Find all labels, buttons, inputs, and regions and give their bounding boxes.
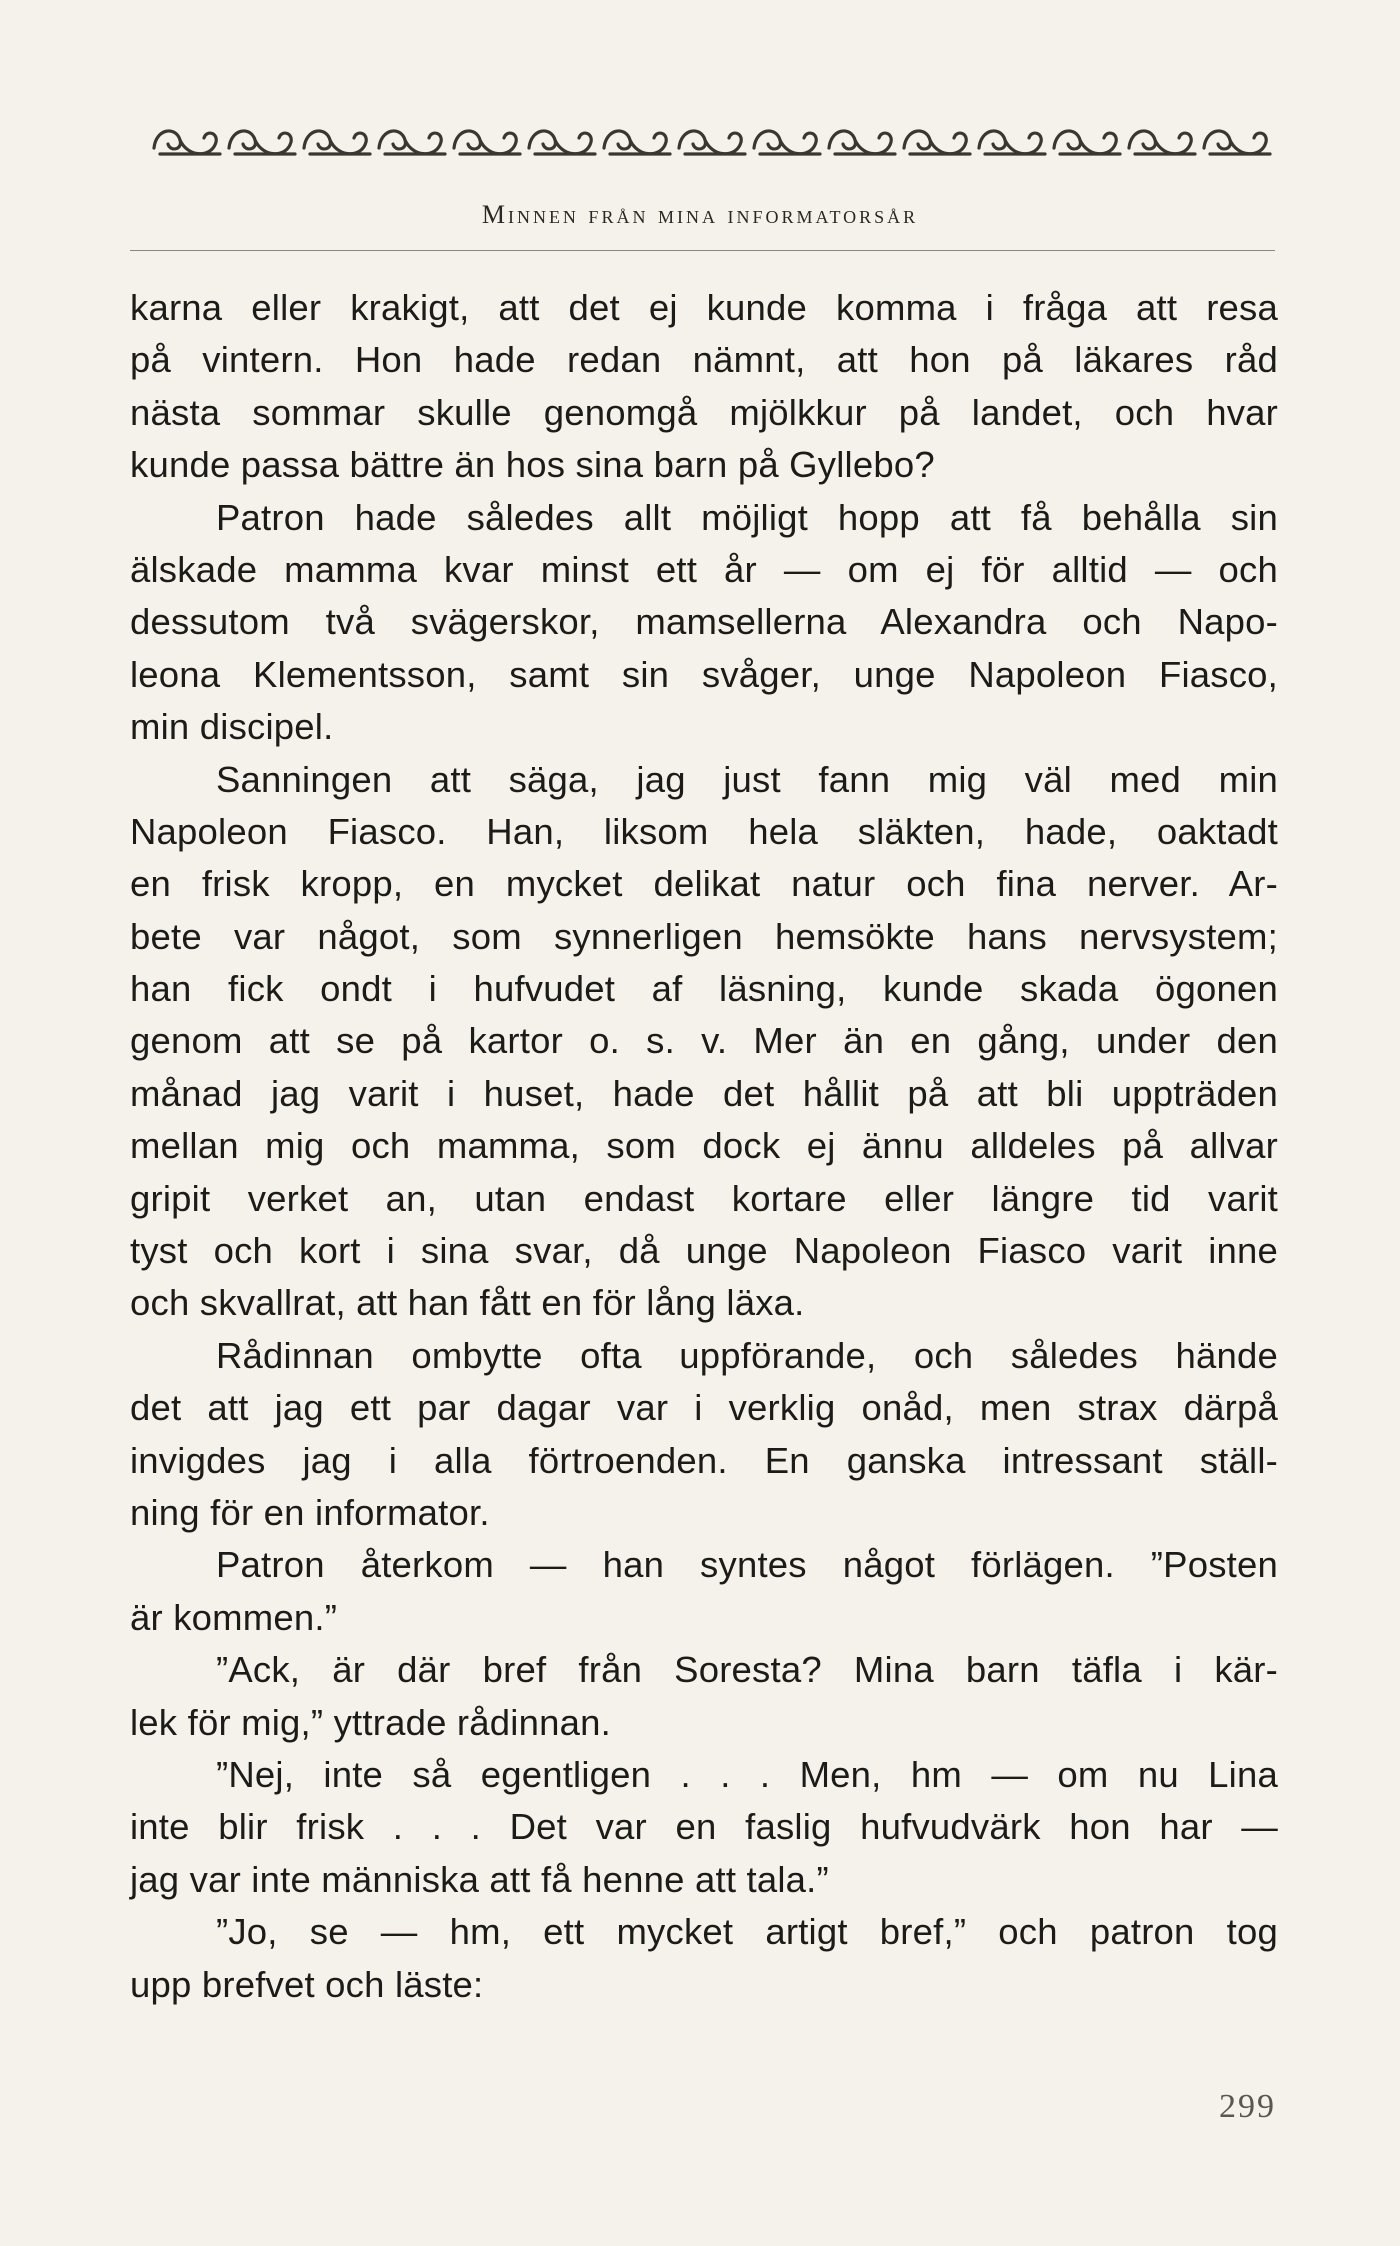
ornament-scroll-unit xyxy=(604,131,670,154)
text-line: genom att se på kartor o. s. v. Mer än en gång, under den xyxy=(130,1020,1278,1062)
ornament-scroll-unit xyxy=(904,131,970,154)
text-line: invigdes jag i alla förtroenden. En ganska intressant ställ- xyxy=(130,1439,1278,1481)
ornament-scroll-unit xyxy=(529,131,595,154)
ornament-scroll-unit xyxy=(229,131,295,154)
text-line: tyst och kort i sina svar, då unge Napoleon Fiasco varit inne xyxy=(130,1230,1278,1272)
ornament-scroll-unit xyxy=(1204,131,1270,154)
text-line: leona Klementsson, samt sin svåger, unge Napoleon Fiasco, xyxy=(130,653,1278,695)
text-line: upp brefvet och läste: xyxy=(130,1963,484,2005)
text-line: kunde passa bättre än hos sina barn på Gyllebo? xyxy=(130,444,935,486)
text-line: ”Nej, inte så egentligen . . . Men, hm — om nu Lina xyxy=(216,1753,1278,1795)
ornament-scroll-unit xyxy=(304,131,370,154)
running-head-title: Minnen från mina informatorsår xyxy=(481,200,919,229)
text-line: mellan mig och mamma, som dock ej ännu alldeles på allvar xyxy=(130,1125,1278,1167)
text-line: det att jag ett par dagar var i verklig onåd, men strax därpå xyxy=(130,1387,1278,1429)
ornament-scroll-unit xyxy=(979,131,1045,154)
ornament-scroll-unit xyxy=(754,131,820,154)
header-rule xyxy=(130,250,1275,251)
text-line: Patron hade således allt möjligt hopp att få behålla sin xyxy=(216,496,1278,538)
text-line: nästa sommar skulle genomgå mjölkkur på landet, och hvar xyxy=(130,391,1278,433)
ornament-scroll-unit xyxy=(1129,131,1195,154)
text-line: ”Ack, är där bref från Soresta? Mina barn täfla i kär- xyxy=(216,1649,1278,1691)
text-line: månad jag varit i huset, hade det hållit på att bli uppträden xyxy=(130,1072,1278,1114)
ornament-scroll-unit xyxy=(679,131,745,154)
page-number: 299 xyxy=(1219,2088,1276,2125)
ornament-scroll-unit xyxy=(154,131,220,154)
body-text xyxy=(130,282,1278,2011)
ornament-scroll-unit xyxy=(454,131,520,154)
text-line: är kommen.” xyxy=(130,1596,338,1638)
text-line: Sanningen att säga, jag just fann mig väl med min xyxy=(216,758,1278,800)
text-line: Rådinnan ombytte ofta uppförande, och således hände xyxy=(216,1334,1278,1376)
scroll-ornament-band xyxy=(150,118,1275,166)
ornament-scroll-unit xyxy=(829,131,895,154)
text-line: Patron återkom — han syntes något förlägen. ”Posten xyxy=(216,1544,1278,1586)
text-line: ”Jo, se — hm, ett mycket artigt bref,” och patron tog xyxy=(216,1911,1278,1953)
ornament-scroll-unit xyxy=(1054,131,1120,154)
text-line: älskade mamma kvar minst ett år — om ej för alltid — och xyxy=(130,548,1278,590)
text-line: karna eller krakigt, att det ej kunde komma i fråga att resa xyxy=(130,287,1278,328)
text-line: inte blir frisk . . . Det var en faslig hufvudvärk hon har — xyxy=(130,1806,1278,1848)
text-line: på vintern. Hon hade redan nämnt, att hon på läkares råd xyxy=(130,339,1278,381)
text-line: Napoleon Fiasco. Han, liksom hela släkten, hade, oaktadt xyxy=(130,810,1278,852)
text-line: han fick ondt i hufvudet af läsning, kunde skada ögonen xyxy=(130,968,1278,1010)
text-line: en frisk kropp, en mycket delikat natur och fina nerver. Ar- xyxy=(130,863,1278,905)
text-line: bete var något, som synnerligen hemsökte hans nervsystem; xyxy=(130,915,1278,957)
text-line: ning för en informator. xyxy=(130,1491,490,1533)
text-line: och skvallrat, att han fått en för lång läxa. xyxy=(130,1282,805,1324)
ornament-scroll-unit xyxy=(379,131,445,154)
text-line: jag var inte människa att få henne att tala.” xyxy=(130,1858,829,1900)
text-line: lek för mig,” yttrade rådinnan. xyxy=(130,1701,611,1743)
text-line: gripit verket an, utan endast kortare eller längre tid varit xyxy=(130,1177,1278,1219)
text-line: dessutom två svägerskor, mamsellerna Alexandra och Napo- xyxy=(130,601,1278,643)
text-line: min discipel. xyxy=(130,706,334,748)
